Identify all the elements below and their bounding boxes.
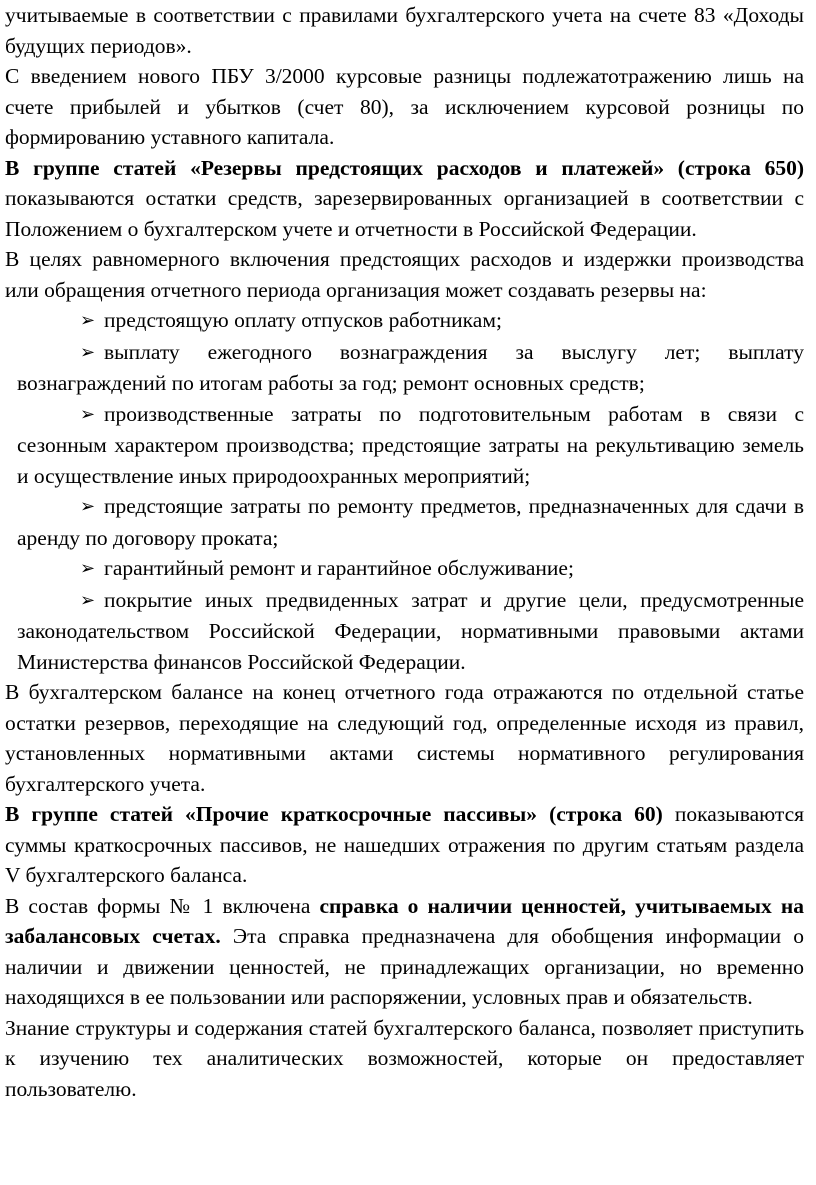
- arrowhead-bullet-icon: ➢: [80, 558, 96, 579]
- arrowhead-bullet-icon: ➢: [80, 589, 96, 611]
- list-item-text: покрытие иных предвиденных затрат и другие цели, предусмотренные законодательством Российской Федерации, нормативными правовыми актами Министерства финансов Российской Федерации.: [17, 587, 804, 674]
- paragraph-3-bold-heading: В группе статей «Резервы предстоящих расходов и платежей» (строка 650): [5, 155, 804, 180]
- paragraph-7: [5, 891, 804, 1013]
- paragraph-5: В бухгалтерском балансе на конец отчетного года отражаются по отдельной статье остатки резервов, переходящие на следующий год, определенные исходя из правил, установленных нормативными актами системы нормативного регулирования бухгалтерского учета.: [5, 680, 804, 796]
- list-item: [5, 337, 804, 399]
- list-item-text: предстоящие затраты по ремонту предметов, предназначенных для сдачи в аренду по договору проката;: [17, 494, 804, 550]
- paragraph-6: [5, 799, 804, 891]
- arrowhead-bullet-icon: ➢: [80, 403, 96, 425]
- paragraph-7-intro: В состав формы № 1 включена: [5, 893, 320, 918]
- paragraph-6-text: показываются суммы краткосрочных пассивов, не нашедших отражения по другим статьям раздела V бухгалтерского баланса.: [5, 802, 805, 887]
- arrowhead-bullet-icon: ➢: [80, 341, 96, 363]
- paragraph-7-text: Эта справка предназначена для обобщения информации о наличии и движении ценностей, не принадлежащих организации, но временно находящихся в ее пользовании или распоряжении, условных прав и обязательств.: [5, 924, 804, 1009]
- list-item-text: гарантийный ремонт и гарантийное обслуживание;: [104, 556, 574, 580]
- reserves-list: [5, 305, 804, 677]
- arrowhead-bullet-icon: ➢: [80, 310, 96, 331]
- list-item: [5, 399, 804, 492]
- list-item: [5, 585, 804, 678]
- paragraph-6-bold-heading: В группе статей «Прочие краткосрочные пассивы» (строка 60): [5, 802, 663, 826]
- list-item-text: предстоящую оплату отпусков работникам;: [104, 308, 502, 332]
- list-item-text: выплату ежегодного вознаграждения за выслугу лет; выплату вознаграждений по итогам работы за год; ремонт основных средств;: [17, 339, 804, 395]
- paragraph-3-text: показываются остатки средств, зарезервированных организацией в соответствии с Положением о бухгалтерском учете и отчетности в Российской Федерации.: [5, 186, 804, 241]
- paragraph-3: [5, 153, 804, 245]
- paragraph-4: В целях равномерного включения предстоящих расходов и издержки производства или обращения отчетного периода организация может создавать резервы на:: [5, 247, 804, 302]
- list-item-text: производственные затраты по подготовительным работам в связи с сезонным характером производства; предстоящие затраты на рекультивацию земель и осуществление иных природоохранных мероприятий;: [17, 401, 804, 488]
- paragraph-8: Знание структуры и содержания статей бухгалтерского баланса, позволяет приступить к изучению тех аналитических возможностей, которые он предоставляет пользователю.: [5, 1015, 804, 1101]
- paragraph-2: С введением нового ПБУ 3/2000 курсовые разницы подлежатотражению лишь на счете прибылей и убытков (счет 80), за исключением курсовой розницы по формированию уставного капитала.: [5, 64, 804, 149]
- arrowhead-bullet-icon: ➢: [80, 496, 96, 517]
- paragraph-7-bold-term: справка о наличии ценностей, учитываемых на забалансовых счетах.: [5, 893, 805, 948]
- list-item: [5, 553, 804, 585]
- list-item: [5, 305, 804, 337]
- paragraph-1: учитываемые в соответствии с правилами бухгалтерского учета на счете 83 «Доходы будущих периодов».: [5, 3, 804, 58]
- list-item: [5, 491, 804, 553]
